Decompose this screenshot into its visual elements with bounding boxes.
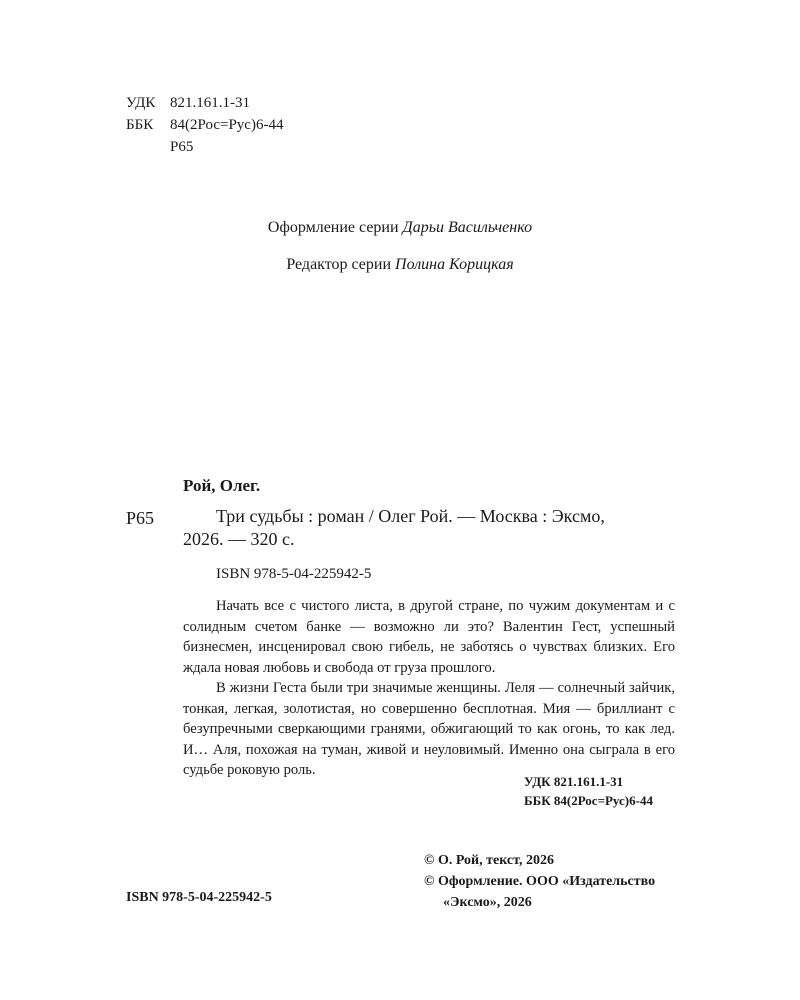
design-name: Дарьи Васильченко xyxy=(402,219,533,236)
record-author-code: Р65 xyxy=(126,508,155,528)
annotation-paragraph-2: В жизни Геста были три значимые женщины. Леля — солнечный зайчик, тонкая, легкая, золотистая, но совершенно бесплотная. Мия — бриллиант с безупречными сверкающими гранями, обжигающий то как огонь, то как лед. И… Аля, похожая на туман, живой и неуловимый. Именно она сыграла в его судьбе роковую роль. xyxy=(183,680,675,778)
footer-isbn: ISBN 978-5-04-225942-5 xyxy=(126,890,272,905)
annotation-udk: УДК 821.161.1-31 xyxy=(524,774,624,789)
bbk-row xyxy=(126,114,283,136)
editor-prefix: Редактор серии xyxy=(286,256,392,273)
record-title-line2: 2026. — 320 с. xyxy=(183,529,295,549)
record-author: Рой, Олег. xyxy=(183,476,261,495)
bbk-label: ББК xyxy=(126,117,154,133)
record-title-line1: Три судьбы : роман / Олег Рой. — Москва : Эксмо, xyxy=(216,506,605,526)
author-code-row xyxy=(126,136,283,158)
udk-label: УДК xyxy=(126,95,156,111)
series-editor-credit xyxy=(0,256,800,274)
copyright-design-line2: «Эксмо», 2026 xyxy=(443,895,532,910)
annotation-bbk: ББК 84(2Рос=Рус)6-44 xyxy=(524,793,653,808)
annotation-paragraph-1: Начать все с чистого листа, в другой стране, по чужим документам и с солидным счетом банке — возможно ли это? Валентин Гест, успешный бизнесмен, инсценировал свою гибель, не заботясь о чувствах близких. Его ждала новая любовь и свобода от груза прошлого. xyxy=(183,598,675,676)
design-prefix: Оформление серии xyxy=(267,219,399,236)
bbk-value: 84(2Рос=Рус)6-44 xyxy=(170,117,284,133)
udk-value: 821.161.1-31 xyxy=(170,95,250,111)
editor-name: Полина Корицкая xyxy=(395,256,514,273)
copyright-text: © О. Рой, текст, 2026 xyxy=(424,853,554,868)
author-code: Р65 xyxy=(170,139,194,155)
record-isbn: ISBN 978-5-04-225942-5 xyxy=(216,566,372,582)
copyright-design-line1: © Оформление. ООО «Издательство xyxy=(424,874,656,889)
annotation-codes xyxy=(524,772,653,810)
annotation xyxy=(183,596,675,781)
classification-block xyxy=(126,92,283,158)
copyright-block xyxy=(424,850,655,913)
udk-row xyxy=(126,92,283,114)
series-design-credit xyxy=(0,219,800,237)
